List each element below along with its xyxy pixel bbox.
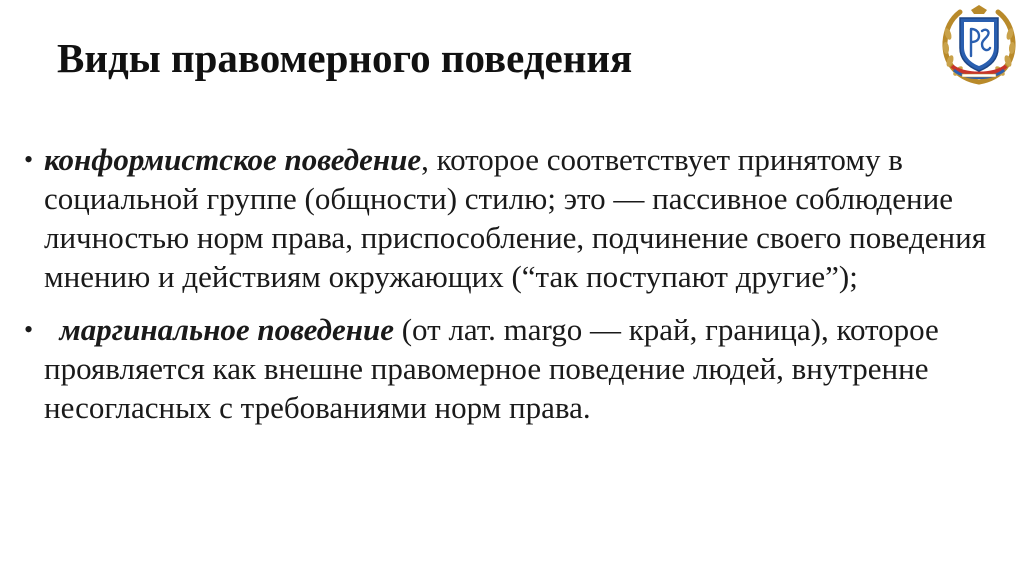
- university-emblem-icon: [938, 4, 1020, 86]
- bullet-term: маргинальное поведение: [59, 312, 394, 347]
- bullet-marker: •: [24, 315, 34, 344]
- slide-title: Виды правомерного поведения: [57, 35, 633, 81]
- bullet-marker: •: [24, 145, 34, 174]
- bullet-lead-space: [44, 312, 60, 347]
- university-emblem-graphic: [938, 4, 1020, 86]
- bullet-item-marginal: [24, 310, 1014, 427]
- bullet-term: конформистское поведение: [44, 142, 422, 177]
- bullet-item-conformist: [24, 140, 1014, 296]
- bullet-text: , которое соответствует принятому в социальной группе (общности) стилю; это — пассивное соблюдение личностью норм права, приспособление, подчинение своего поведения мнению и действиям окружающих (“так поступают другие”);: [44, 142, 986, 294]
- bullet-list: [24, 140, 1014, 427]
- bullet-text: (от лат. margo — край, граница), которое проявляется как внешне правомерное поведение людей, внутренне несогласных с требованиями норм права.: [44, 312, 939, 425]
